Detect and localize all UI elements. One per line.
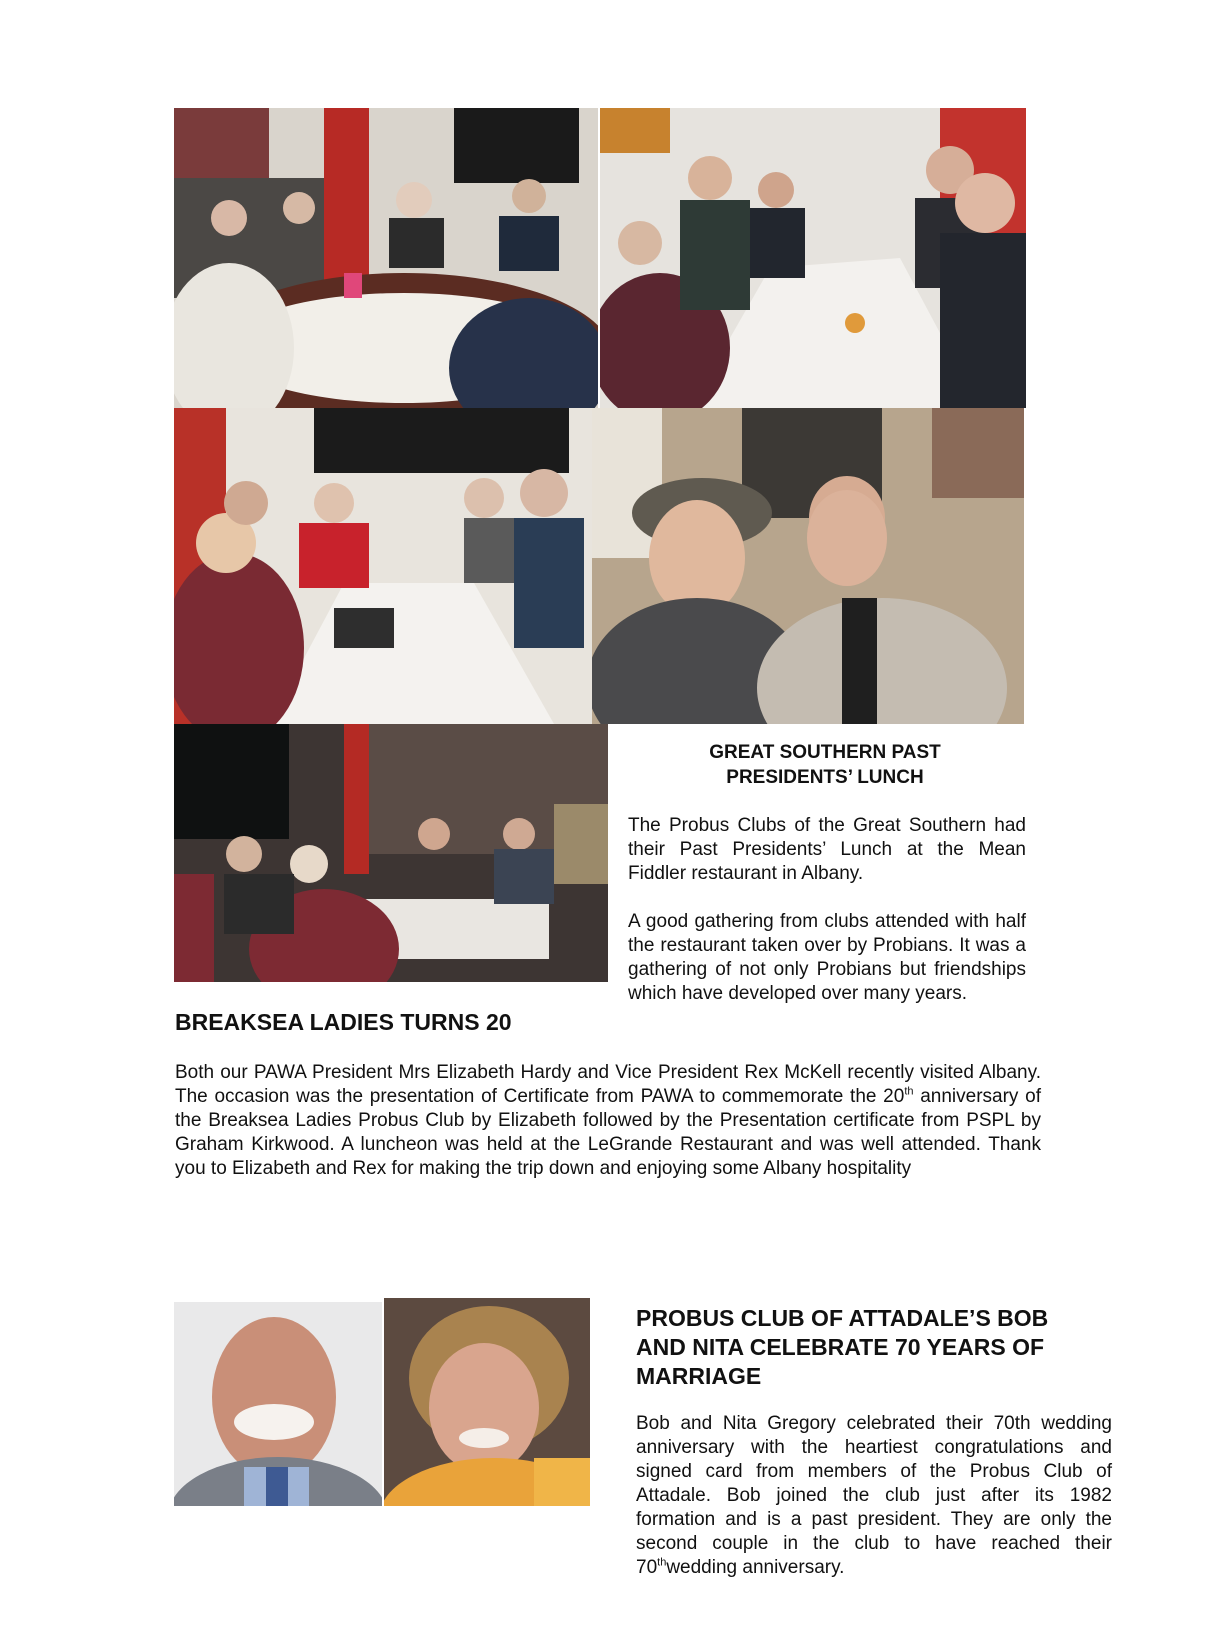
great-southern-paragraph-2: A good gathering from clubs attended with half the restaurant taken over by Probians. It was a gathering of not only Probians but friendships which have developed over many years.	[628, 911, 1026, 1004]
photo-restaurant-interior	[174, 724, 608, 982]
photo-long-table-men	[600, 108, 1026, 408]
breaksea-text-a: Both our PAWA President Mrs Elizabeth Hardy and Vice President Rex McKell recently visited Albany. The occasion was the presentation of Certificate from PAWA to commemorate the 20	[175, 1062, 1041, 1107]
great-southern-heading	[620, 740, 1030, 790]
breaksea-paragraph	[175, 1061, 1041, 1181]
photo-bob-portrait	[174, 1302, 382, 1506]
attadale-heading: PROBUS CLUB OF ATTADALE’S BOB AND NITA CELEBRATE 70 YEARS OF MARRIAGE	[636, 1305, 1049, 1389]
attadale-superscript: th	[657, 1556, 667, 1569]
photo-couple-hat	[592, 408, 1024, 724]
great-southern-heading-line1: GREAT SOUTHERN PAST	[709, 742, 941, 763]
great-southern-paragraph-1: The Probus Clubs of the Great Southern had their Past Presidents’ Lunch at the Mean Fiddler restaurant in Albany.	[628, 815, 1026, 884]
photo-ladies-table	[174, 408, 592, 724]
attadale-text-a: Bob and Nita Gregory celebrated their 70th wedding anniversary with the heartiest congratulations and signed card from members of the Probus Club of Attadale. Bob joined the club just after its 1982 formation and is a past president. They are only the second couple in the club to have reached their 70	[636, 1413, 1112, 1578]
breaksea-text-b: anniversary of the Breaksea Ladies Probus Club by Elizabeth followed by the Presentation certificate from PSPL by Graham Kirkwood. A luncheon was held at the LeGrande Restaurant and was well attended. Thank you to Elizabeth and Rex for making the trip down and enjoying some Albany hospitality	[175, 1086, 1041, 1179]
attadale-paragraph	[636, 1412, 1112, 1580]
breaksea-superscript: th	[904, 1085, 914, 1098]
photo-round-table-group	[174, 108, 598, 408]
attadale-text-b: wedding anniversary.	[666, 1557, 845, 1578]
photo-nita-portrait	[384, 1298, 590, 1506]
breaksea-heading: BREAKSEA LADIES TURNS 20	[175, 1009, 512, 1035]
great-southern-heading-line2: PRESIDENTS’ LUNCH	[726, 767, 924, 788]
